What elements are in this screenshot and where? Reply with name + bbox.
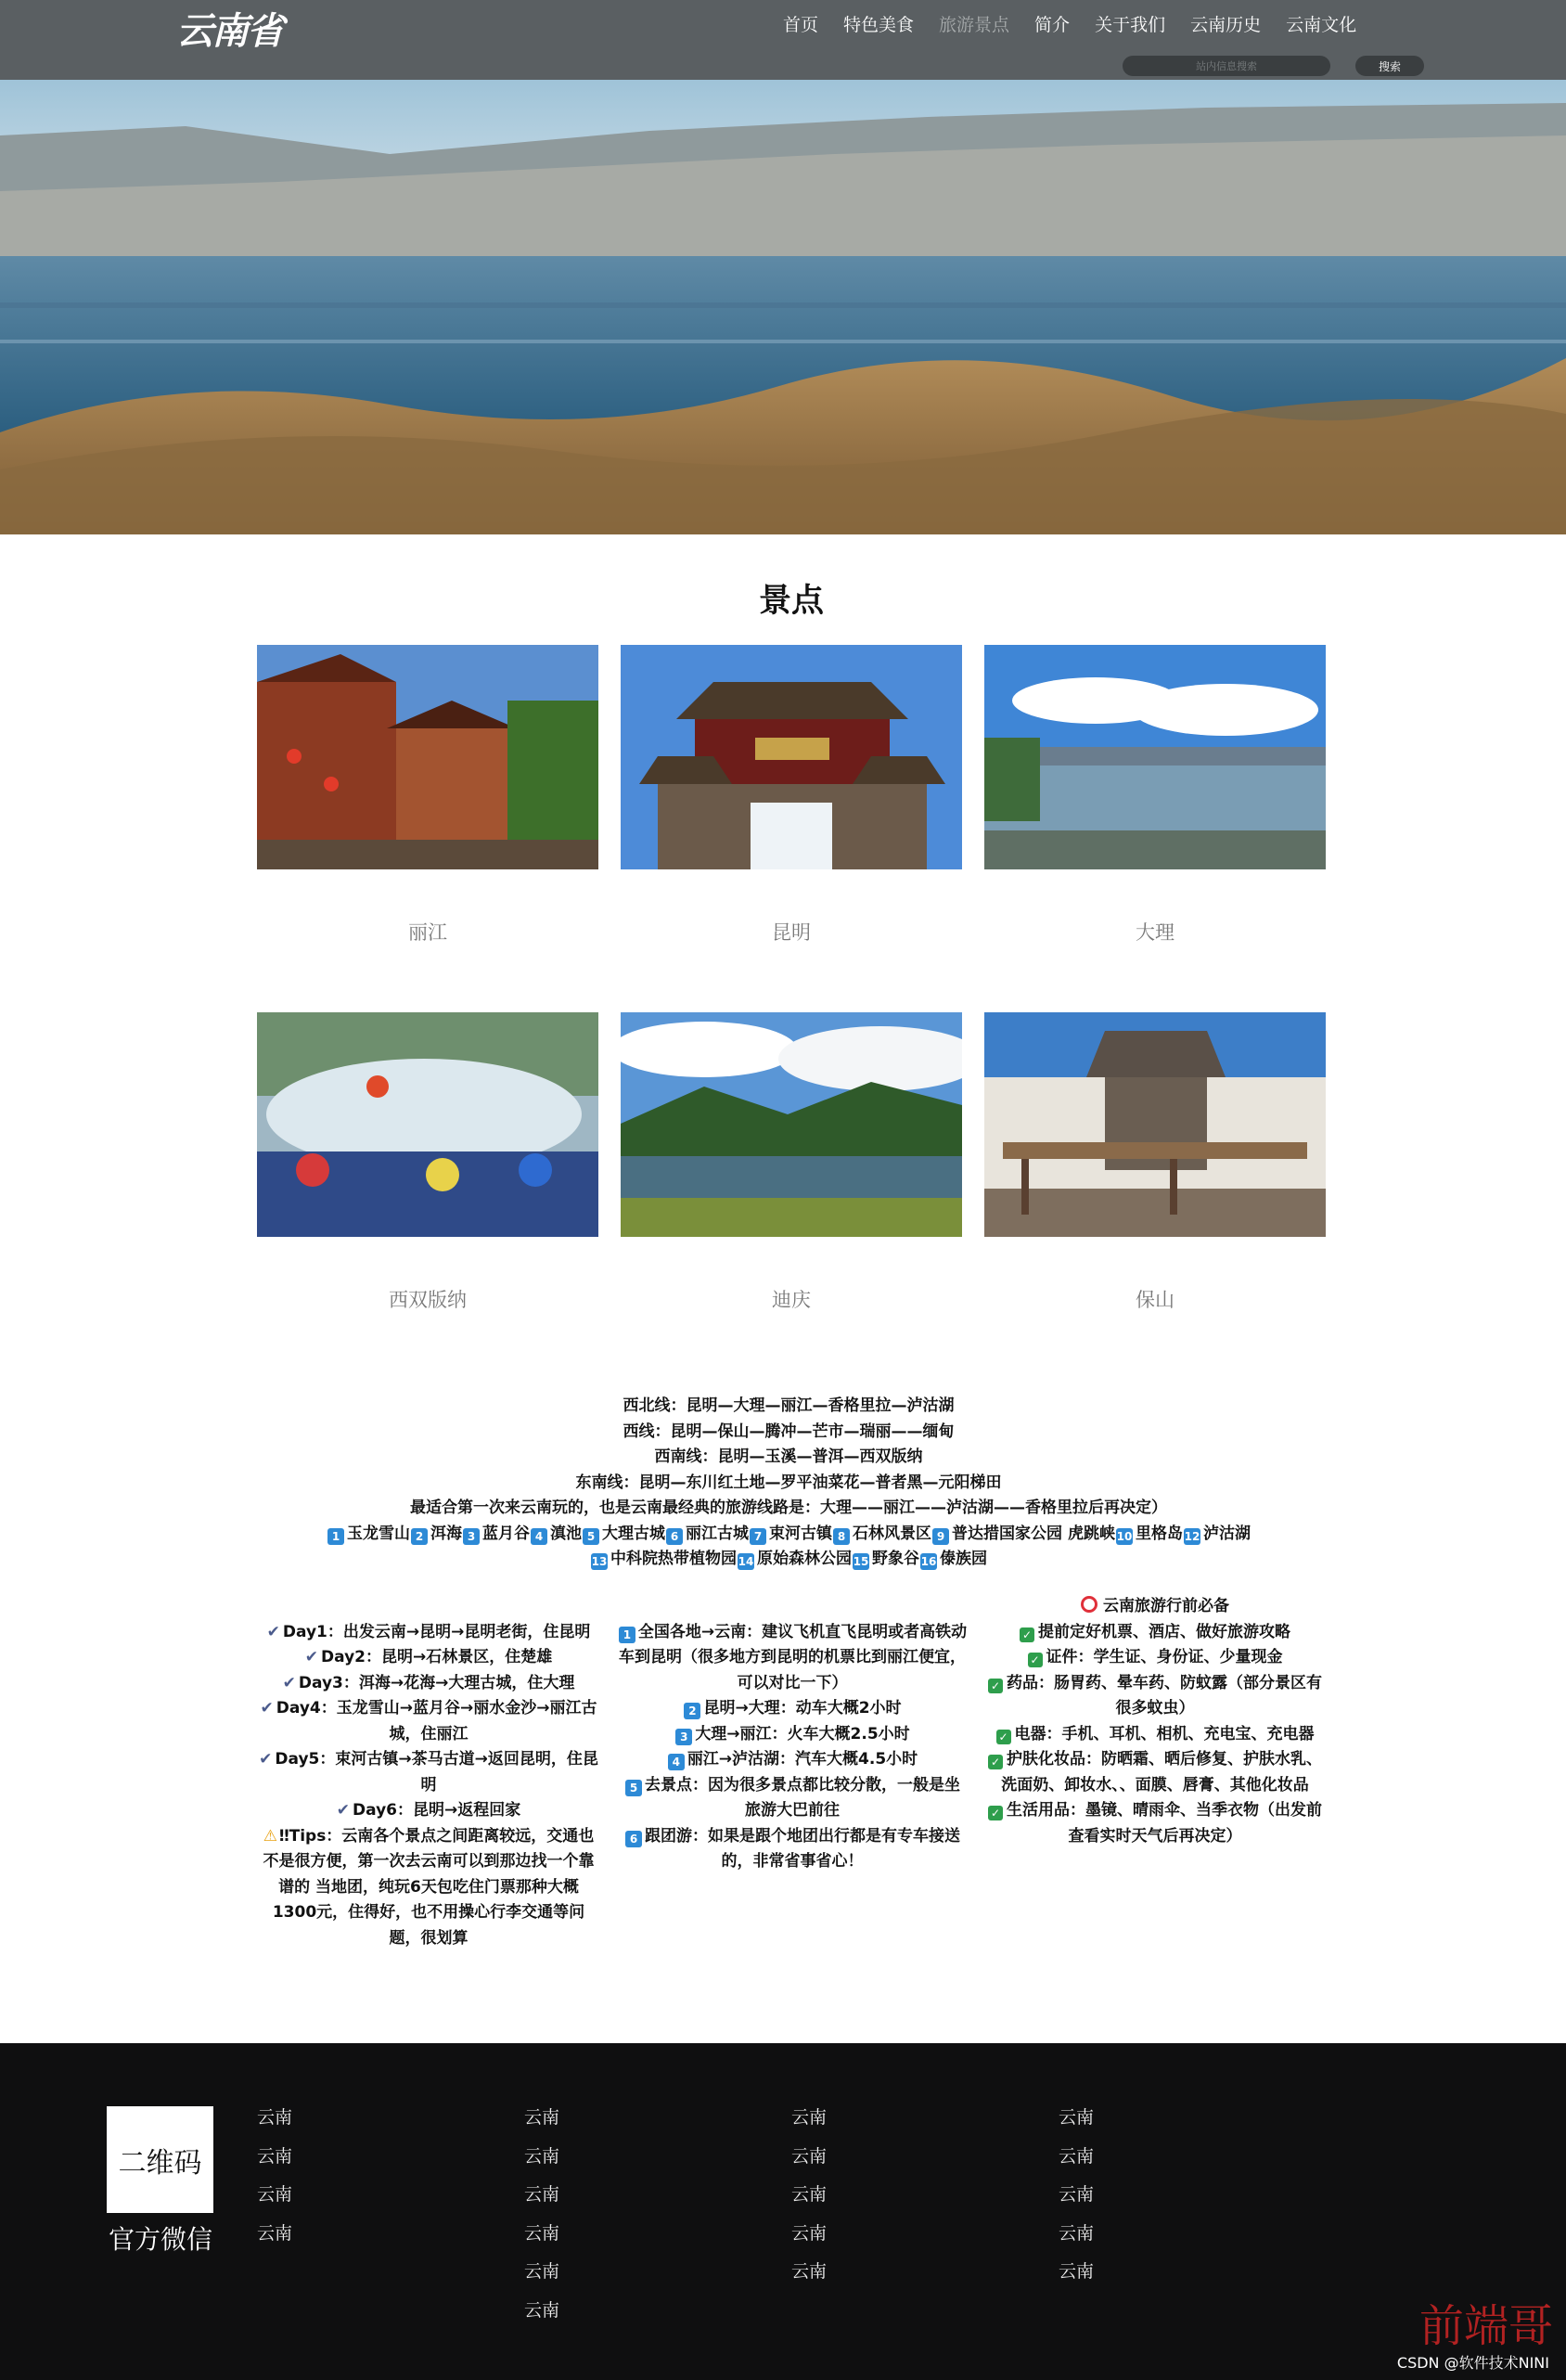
- wechat-label: 官方微信: [108, 2224, 212, 2255]
- section-title: 景点: [758, 583, 824, 620]
- itinerary-text: Day3：洱海→花海→大理古城，住大理: [298, 1673, 575, 1692]
- essentials-text: 证件：学生证、身份证、少量现金: [1046, 1648, 1283, 1666]
- itinerary-day: [257, 1696, 600, 1747]
- check-mark-icon: ✔: [259, 1750, 273, 1769]
- nav-item[interactable]: 旅游景点: [939, 15, 1010, 35]
- footer-link[interactable]: 云南: [791, 2145, 828, 2167]
- search-input[interactable]: [1123, 56, 1330, 76]
- essentials-item: [985, 1620, 1325, 1646]
- essentials-item: [985, 1722, 1325, 1748]
- nav-item[interactable]: 简介: [1034, 15, 1071, 35]
- xishuangbanna-image[interactable]: [257, 1012, 598, 1237]
- footer-link[interactable]: 云南: [524, 2145, 560, 2167]
- spot-name: 野象谷: [872, 1550, 919, 1568]
- transport-text: 去景点：因为很多景点都比较分散，一般是坐旅游大巴前往: [645, 1775, 960, 1820]
- footer-link[interactable]: 云南: [257, 2184, 293, 2205]
- footer-link[interactable]: 云南: [524, 2107, 560, 2128]
- spot-name: 束河古镇: [769, 1524, 833, 1543]
- footer-link[interactable]: 云南: [1059, 2222, 1095, 2244]
- spot-name: 傣族园: [940, 1550, 987, 1568]
- card-baoshan[interactable]: [984, 1012, 1326, 1311]
- transport-column: [617, 1594, 968, 1875]
- itinerary-day: [257, 1671, 600, 1697]
- itinerary-column: [257, 1594, 600, 1951]
- transport-item: [617, 1696, 968, 1722]
- route-line: 最适合第一次来云南玩的，也是云南最经典的旅游线路是：大理——丽江——泸沽湖——香格里拉后再决定）: [410, 1499, 1167, 1517]
- nav-item[interactable]: 关于我们: [1095, 15, 1166, 35]
- footer-link[interactable]: 云南: [791, 2107, 828, 2128]
- card-kunming[interactable]: [621, 645, 962, 944]
- route-line: 东南线：昆明—东川红土地—罗平油菜花—普者黑—元阳梯田: [575, 1473, 1002, 1492]
- essentials-text: 生活用品：墨镜、晴雨伞、当季衣物（出发前查看实时天气后再决定）: [1007, 1801, 1322, 1846]
- lake-landscape-image: [0, 80, 1566, 534]
- number-badge-icon: 1: [327, 1528, 344, 1545]
- footer-link[interactable]: 云南: [257, 2222, 293, 2244]
- number-badge-icon: 6: [666, 1528, 683, 1545]
- csdn-watermark: CSDN @软件技术NINI: [1396, 2354, 1549, 2372]
- watermark-logo: 前端哥: [1418, 2300, 1553, 2352]
- footer-column: [524, 2106, 559, 2337]
- footer-link[interactable]: 云南: [257, 2107, 293, 2128]
- number-badge-icon: 2: [411, 1528, 428, 1545]
- footer-link[interactable]: 云南: [1059, 2107, 1095, 2128]
- essentials-item: [985, 1747, 1325, 1798]
- essentials-text: 药品：肠胃药、晕车药、防蚊露（部分景区有很多蚊虫）: [1007, 1673, 1322, 1717]
- itinerary-text: Day2：昆明→石林景区，住楚雄: [321, 1648, 553, 1666]
- transport-text: 大理→丽江：火车大概2.5小时: [695, 1724, 910, 1743]
- route-line: 西线：昆明—保山—腾冲—芒市—瑞丽——缅甸: [623, 1422, 955, 1441]
- number-badge-icon: 12: [1184, 1529, 1200, 1543]
- footer-link[interactable]: 云南: [524, 2222, 560, 2244]
- checkbox-icon: ✓: [1020, 1627, 1034, 1642]
- spot-name: 中科院热带植物园: [610, 1550, 737, 1568]
- spot-name: 玉龙雪山: [347, 1524, 411, 1543]
- footer-link[interactable]: 云南: [257, 2145, 293, 2167]
- itinerary-text: Day5：束河古镇→茶马古道→返回昆明，住昆明: [275, 1750, 598, 1795]
- spot-name: 泸沽湖: [1202, 1524, 1251, 1543]
- itinerary-text: Day6：昆明→返程回家: [353, 1801, 521, 1820]
- route-summary: [241, 1394, 1336, 1573]
- number-badge-icon: 7: [750, 1528, 766, 1545]
- number-badge-icon: 5: [583, 1528, 599, 1545]
- spot-name: 普达措国家公园 虎跳峡: [952, 1524, 1115, 1543]
- spot-name: 滇池: [550, 1524, 583, 1543]
- search-button[interactable]: 搜索: [1355, 56, 1424, 76]
- essentials-item: [985, 1645, 1325, 1671]
- footer-link[interactable]: 云南: [791, 2261, 828, 2282]
- card-xishuangbanna[interactable]: [257, 1012, 598, 1311]
- tips-text: ⚠ ‼Tips：云南各个景点之间距离较远，交通也不是很方便，第一次去云南可以到那边找一个靠谱的 当地团，纯玩6天包吃住门票那种大概 1300元，住得好，也不用操心行李交通等问题，很划算: [263, 1826, 595, 1948]
- route-line: 西北线：昆明—大理—丽江—香格里拉—泸沽湖: [623, 1396, 955, 1415]
- number-badge-icon: 1: [619, 1627, 635, 1643]
- nav-item[interactable]: 特色美食: [843, 15, 915, 35]
- checkbox-icon: ✓: [996, 1730, 1011, 1744]
- spot-name: 原始森林公园: [757, 1550, 852, 1568]
- number-badge-icon: 15: [853, 1555, 869, 1568]
- transport-item: [617, 1747, 968, 1773]
- check-mark-icon: ✔: [260, 1699, 274, 1717]
- number-badge-icon: 4: [531, 1528, 547, 1545]
- diqing-image[interactable]: [621, 1012, 962, 1237]
- transport-item: [617, 1773, 968, 1824]
- check-mark-icon: ✔: [304, 1648, 319, 1666]
- spot-name: 丽江古城: [686, 1524, 750, 1543]
- transport-item: [617, 1824, 968, 1875]
- number-badge-icon: 16: [920, 1555, 937, 1568]
- kunming-image[interactable]: [621, 645, 962, 869]
- itinerary-text: Day1：出发云南→昆明→昆明老街，住昆明: [282, 1622, 591, 1641]
- number-badge-icon: 3: [463, 1528, 480, 1545]
- essentials-item: [985, 1798, 1325, 1849]
- itinerary-day: [257, 1645, 600, 1671]
- number-badge-icon: 6: [625, 1831, 642, 1847]
- spots-row: [241, 1522, 1336, 1548]
- card-label: 丽江: [408, 921, 447, 944]
- number-badge-icon: 8: [833, 1528, 850, 1545]
- itinerary-text: Day4：玉龙雪山→蓝月谷→丽水金沙→丽江古城，住丽江: [276, 1699, 597, 1743]
- footer-link[interactable]: 云南: [791, 2184, 828, 2205]
- circle-icon: [1081, 1596, 1097, 1613]
- warning-icon: ⚠: [263, 1826, 277, 1846]
- nav-item[interactable]: 云南文化: [1286, 15, 1357, 35]
- checkbox-icon: ✓: [988, 1755, 1003, 1769]
- spot-name: 洱海: [430, 1524, 463, 1543]
- checkbox-icon: ✓: [988, 1679, 1003, 1693]
- footer-link[interactable]: 云南: [1059, 2261, 1095, 2282]
- itinerary-day: [257, 1747, 600, 1798]
- footer-column: [257, 2106, 292, 2260]
- essentials-column: [985, 1594, 1325, 1849]
- number-badge-icon: 5: [625, 1780, 642, 1796]
- transport-text: 丽江→泸沽湖：汽车大概4.5小时: [687, 1750, 918, 1769]
- footer-column: [1059, 2106, 1094, 2299]
- footer-link[interactable]: 云南: [1059, 2184, 1095, 2205]
- number-badge-icon: 14: [738, 1555, 754, 1568]
- number-badge-icon: 2: [684, 1703, 700, 1719]
- footer-link[interactable]: 云南: [524, 2261, 560, 2282]
- spots-row: [241, 1547, 1336, 1573]
- footer-link[interactable]: 云南: [791, 2222, 828, 2244]
- card-label: 昆明: [772, 921, 811, 944]
- essentials-title: 云南旅游行前必备: [985, 1594, 1325, 1620]
- footer-link[interactable]: 云南: [524, 2299, 560, 2321]
- card-diqing[interactable]: [621, 1012, 962, 1311]
- lijiang-image[interactable]: [257, 645, 598, 869]
- essentials-text: 护肤化妆品：防晒霜、晒后修复、护肤水乳、洗面奶、卸妆水、、面膜、唇膏、其他化妆品: [1001, 1750, 1322, 1795]
- number-badge-icon: 3: [675, 1729, 692, 1745]
- check-mark-icon: ✔: [266, 1622, 280, 1641]
- transport-text: 昆明→大理：动车大概2小时: [703, 1699, 902, 1717]
- top-header: [0, 0, 1566, 80]
- spot-name: 里格岛: [1135, 1524, 1183, 1543]
- footer-column: [791, 2106, 827, 2299]
- transport-text: 全国各地→云南：建议飞机直飞昆明或者高铁动车到昆明（很多地方到昆明的机票比到丽江便宜，可以对比一下）: [619, 1622, 968, 1692]
- card-label: 保山: [1136, 1289, 1174, 1311]
- card-label: 大理: [1136, 921, 1174, 944]
- essentials-text: 电器：手机、耳机、相机、充电宝、充电器: [1014, 1724, 1315, 1743]
- nav-item[interactable]: 首页: [783, 15, 819, 35]
- card-label: 迪庆: [772, 1289, 811, 1311]
- footer-link[interactable]: 云南: [524, 2184, 560, 2205]
- number-badge-icon: 13: [591, 1555, 608, 1568]
- itinerary-day: [257, 1798, 600, 1824]
- nav-item[interactable]: 云南历史: [1190, 15, 1262, 35]
- footer: [0, 2043, 1566, 2380]
- check-mark-icon: ✔: [336, 1801, 351, 1820]
- card-lijiang[interactable]: [257, 645, 598, 944]
- number-badge-icon: 4: [668, 1754, 685, 1770]
- essentials-item: [985, 1671, 1325, 1722]
- spot-name: 蓝月谷: [482, 1524, 531, 1543]
- route-line: 西南线：昆明—玉溪—普洱—西双版纳: [654, 1447, 923, 1466]
- itinerary-day: [257, 1620, 600, 1646]
- check-mark-icon: ✔: [282, 1673, 296, 1692]
- qr-code: 二维码: [107, 2106, 213, 2213]
- transport-item: [617, 1620, 968, 1697]
- hero-banner: [0, 80, 1566, 534]
- card-dali[interactable]: [984, 645, 1326, 944]
- dali-image[interactable]: [984, 645, 1326, 869]
- essentials-text: 提前定好机票、酒店、做好旅游攻略: [1038, 1622, 1290, 1641]
- spot-name: 石林风景区: [853, 1524, 932, 1543]
- footer-link[interactable]: 云南: [1059, 2145, 1095, 2167]
- number-badge-icon: 9: [932, 1528, 949, 1545]
- main-nav: [783, 11, 1381, 39]
- number-badge-icon: 10: [1116, 1529, 1133, 1543]
- checkbox-icon: ✓: [988, 1806, 1003, 1820]
- spot-name: 大理古城: [602, 1524, 666, 1543]
- transport-item: [617, 1722, 968, 1748]
- checkbox-icon: ✓: [1028, 1653, 1043, 1667]
- baoshan-image[interactable]: [984, 1012, 1326, 1237]
- card-label: 西双版纳: [389, 1289, 467, 1311]
- site-logo[interactable]: 云南省: [176, 9, 282, 53]
- transport-text: 跟团游：如果是跟个地团出行都是有专车接送的，非常省事省心！: [645, 1826, 960, 1871]
